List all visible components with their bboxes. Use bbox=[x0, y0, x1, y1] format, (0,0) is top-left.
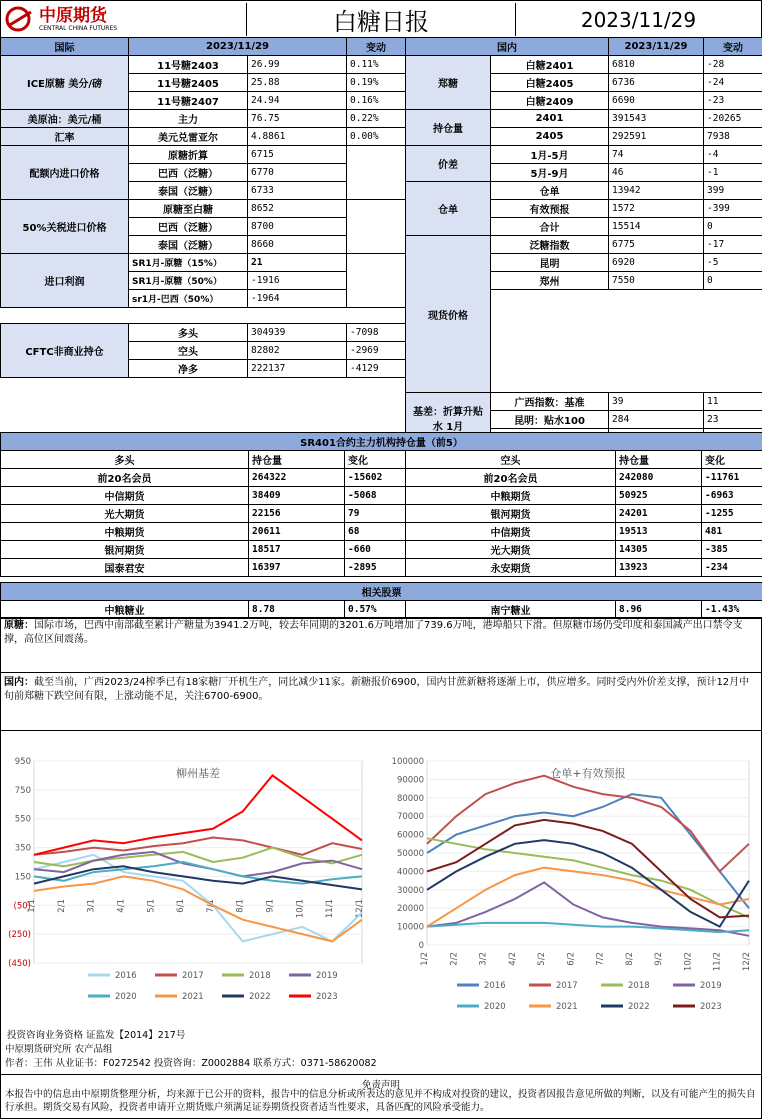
quota-name: 原糖折算 bbox=[129, 146, 248, 164]
long-head-chg: 变化 bbox=[345, 451, 406, 469]
x-tick-label: 9/1 bbox=[265, 899, 276, 913]
legend-label: 2020 bbox=[115, 992, 137, 1002]
x-tick-label: 6/2 bbox=[566, 952, 577, 966]
spread-label: 价差 bbox=[406, 146, 491, 182]
wh-chg: 399 bbox=[704, 182, 762, 200]
long-name: 光大期货 bbox=[1, 505, 249, 523]
basis-name: 广西指数：基准 bbox=[491, 393, 609, 411]
zz-chg: -28 bbox=[704, 56, 762, 74]
oil-name: 主力 bbox=[129, 110, 248, 128]
x-tick-label: 11/2 bbox=[712, 952, 723, 972]
wh-label: 仓单 bbox=[406, 182, 491, 236]
oi-label: 持仓量 bbox=[406, 110, 491, 146]
y-tick-label: 0 bbox=[418, 941, 424, 951]
tariff-name: 巴西（泛糖） bbox=[129, 218, 248, 236]
position-title: SR401合约主力机构持仓量（前5） bbox=[1, 433, 762, 451]
y-tick-label: 10000 bbox=[396, 922, 424, 933]
basis-chg: 11 bbox=[704, 393, 762, 411]
tariff-name: 原糖至白糖 bbox=[129, 200, 248, 218]
long-chg: -15602 bbox=[345, 469, 406, 487]
zz-name: 白糖2405 bbox=[491, 74, 609, 92]
series-line-2023 bbox=[34, 775, 362, 854]
short-head-value: 持仓量 bbox=[616, 451, 702, 469]
profit-value: -1916 bbox=[248, 272, 347, 290]
long-value: 16397 bbox=[249, 559, 345, 577]
legend-label: 2017 bbox=[556, 981, 578, 991]
cftc-value: 82802 bbox=[248, 342, 347, 360]
dom-comment-label: 国内： bbox=[4, 677, 34, 688]
long-value: 20611 bbox=[249, 523, 345, 541]
author-line: 作者：王伟 从业证书：F0272542 投资咨询：Z0002884 联系方式：0371-58620082 bbox=[5, 1058, 377, 1069]
basis-chg: 23 bbox=[704, 411, 762, 429]
long-value: 264322 bbox=[249, 469, 345, 487]
x-tick-label: 2/1 bbox=[56, 899, 67, 913]
spread-value: 46 bbox=[609, 164, 704, 182]
report-date: 2023/11/29 bbox=[580, 7, 697, 32]
x-tick-label: 4/1 bbox=[116, 899, 127, 913]
x-tick-label: 1/2 bbox=[420, 952, 430, 966]
x-tick-label: 8/1 bbox=[235, 899, 246, 913]
x-tick-label: 1/1 bbox=[27, 899, 37, 913]
spot-chg: -17 bbox=[704, 236, 762, 254]
legend-label: 2018 bbox=[628, 981, 650, 991]
zz-chg: -24 bbox=[704, 74, 762, 92]
long-value: 38409 bbox=[249, 487, 345, 505]
stock-name: 中粮糖业 bbox=[1, 601, 249, 619]
legend-label: 2020 bbox=[484, 1002, 506, 1012]
legend-label: 2022 bbox=[628, 1002, 650, 1012]
cftc-label: CFTC非商业持仓 bbox=[1, 324, 129, 378]
long-chg: 79 bbox=[345, 505, 406, 523]
wh-value: 15514 bbox=[609, 218, 704, 236]
legend-label: 2016 bbox=[115, 971, 137, 981]
cftc-value: 304939 bbox=[248, 324, 347, 342]
logo-subtext: CENTRAL CHINA FUTURES bbox=[39, 24, 118, 32]
legend-label: 2019 bbox=[316, 971, 338, 981]
zz-value: 6736 bbox=[609, 74, 704, 92]
stocks-table bbox=[0, 582, 762, 619]
basis-chg: 28 bbox=[704, 429, 762, 447]
x-tick-label: 5/2 bbox=[537, 952, 548, 966]
profit-value: 21 bbox=[248, 254, 347, 272]
x-tick-label: 12/1 bbox=[355, 899, 365, 919]
ice-chg: 0.16% bbox=[347, 92, 406, 110]
short-name: 永安期货 bbox=[406, 559, 616, 577]
cftc-name: 多头 bbox=[129, 324, 248, 342]
legend-label: 2023 bbox=[700, 1002, 722, 1012]
dom-head-date: 2023/11/29 bbox=[609, 38, 704, 56]
stock-name: 南宁糖业 bbox=[406, 601, 616, 619]
ice-name: 11号糖2407 bbox=[129, 92, 248, 110]
chart-title: 柳州基差 bbox=[176, 767, 220, 780]
short-name: 光大期货 bbox=[406, 541, 616, 559]
short-head-name: 空头 bbox=[406, 451, 616, 469]
oil-label: 美原油：美元/桶 bbox=[1, 110, 129, 128]
ice-value: 25.88 bbox=[248, 74, 347, 92]
basis-value: 284 bbox=[609, 411, 704, 429]
x-tick-label: 6/1 bbox=[176, 899, 187, 913]
intl-head-label: 国际 bbox=[1, 38, 129, 56]
wh-chg: -399 bbox=[704, 200, 762, 218]
spot-chg: -5 bbox=[704, 254, 762, 272]
zz-value: 6810 bbox=[609, 56, 704, 74]
basis-value: 674 bbox=[609, 429, 704, 447]
stock-chg: -1.43% bbox=[702, 601, 762, 619]
raw-comment-label: 原糖： bbox=[4, 620, 34, 631]
long-chg: -2895 bbox=[345, 559, 406, 577]
y-tick-label: 40000 bbox=[396, 867, 424, 878]
quota-value: 6715 bbox=[248, 146, 347, 164]
short-chg: -11761 bbox=[702, 469, 762, 487]
stocks-title: 相关股票 bbox=[1, 583, 762, 601]
y-tick-label: 60000 bbox=[396, 830, 424, 841]
spread-chg: -1 bbox=[704, 164, 762, 182]
short-head-chg: 变化 bbox=[702, 451, 762, 469]
x-tick-label: 7/2 bbox=[595, 952, 606, 966]
y-tick-label: 750 bbox=[14, 785, 31, 796]
cftc-chg: -4129 bbox=[347, 360, 406, 378]
wh-name: 仓单 bbox=[491, 182, 609, 200]
short-name: 中粮期货 bbox=[406, 487, 616, 505]
short-chg: 481 bbox=[702, 523, 762, 541]
short-name: 银河期货 bbox=[406, 505, 616, 523]
domestic-comment bbox=[0, 673, 762, 731]
x-tick-label: 9/2 bbox=[654, 952, 665, 966]
long-chg: 68 bbox=[345, 523, 406, 541]
short-value: 50925 bbox=[616, 487, 702, 505]
spot-value: 7550 bbox=[609, 272, 704, 290]
institute-line: 中原期货研究所 农产品组 bbox=[5, 1044, 113, 1055]
spot-name: 郑州 bbox=[491, 272, 609, 290]
quota-label: 配额内进口价格 bbox=[1, 146, 129, 200]
y-tick-label: 90000 bbox=[396, 775, 424, 786]
position-table bbox=[0, 432, 762, 577]
basis-name: 昆明：贴水100 bbox=[491, 411, 609, 429]
spot-chg: 0 bbox=[704, 272, 762, 290]
long-name: 中信期货 bbox=[1, 487, 249, 505]
spot-label: 现货价格 bbox=[406, 236, 491, 393]
short-chg: -6963 bbox=[702, 487, 762, 505]
y-tick-label: 550 bbox=[14, 814, 31, 825]
wh-value: 1572 bbox=[609, 200, 704, 218]
y-tick-label: 950 bbox=[14, 757, 31, 767]
tariff-value: 8660 bbox=[248, 236, 347, 254]
y-tick-label: 100000 bbox=[391, 757, 424, 767]
quota-value: 6770 bbox=[248, 164, 347, 182]
chart-title: 仓单+有效预报 bbox=[550, 767, 626, 780]
short-chg: -385 bbox=[702, 541, 762, 559]
y-tick-label: 150 bbox=[14, 872, 31, 883]
position-row bbox=[1, 541, 762, 559]
ice-chg: 0.11% bbox=[347, 56, 406, 74]
y-tick-label: 50000 bbox=[396, 849, 424, 859]
ice-chg: 0.19% bbox=[347, 74, 406, 92]
legend-label: 2021 bbox=[182, 992, 204, 1002]
spot-value: 6920 bbox=[609, 254, 704, 272]
x-tick-label: 11/1 bbox=[325, 899, 336, 919]
logo-text: 中原期货 bbox=[39, 5, 107, 26]
oi-name: 2405 bbox=[491, 128, 609, 146]
intl-head-chg: 变动 bbox=[347, 38, 406, 56]
series-line-2017 bbox=[34, 838, 362, 855]
short-value: 19513 bbox=[616, 523, 702, 541]
position-row bbox=[1, 469, 762, 487]
page-title: 白糖日报 bbox=[246, 3, 516, 36]
stock-value: 8.96 bbox=[616, 601, 702, 619]
logo bbox=[5, 4, 155, 34]
y-tick-label: (250) bbox=[8, 930, 31, 941]
stock-chg: 0.57% bbox=[345, 601, 406, 619]
legend-label: 2016 bbox=[484, 981, 506, 991]
short-value: 13923 bbox=[616, 559, 702, 577]
fx-name: 美元兑雷亚尔 bbox=[129, 128, 248, 146]
zz-chg: -23 bbox=[704, 92, 762, 110]
spread-value: 74 bbox=[609, 146, 704, 164]
quota-name: 泰国（泛糖） bbox=[129, 182, 248, 200]
x-tick-label: 4/2 bbox=[507, 952, 518, 966]
x-tick-label: 2/2 bbox=[449, 952, 460, 966]
long-name: 国泰君安 bbox=[1, 559, 249, 577]
cftc-chg: -7098 bbox=[347, 324, 406, 342]
tariff-label: 50%关税进口价格 bbox=[1, 200, 129, 254]
legend-label: 2019 bbox=[700, 981, 722, 991]
long-name: 中粮期货 bbox=[1, 523, 249, 541]
wh-value: 13942 bbox=[609, 182, 704, 200]
short-name: 中信期货 bbox=[406, 523, 616, 541]
short-value: 14305 bbox=[616, 541, 702, 559]
long-head-value: 持仓量 bbox=[249, 451, 345, 469]
fx-value: 4.8861 bbox=[248, 128, 347, 146]
tariff-name: 泰国（泛糖） bbox=[129, 236, 248, 254]
basis-chart bbox=[2, 745, 370, 1020]
dom-head-label: 国内 bbox=[406, 38, 609, 56]
long-head-name: 多头 bbox=[1, 451, 249, 469]
y-tick-label: 70000 bbox=[396, 812, 424, 823]
legend-label: 2021 bbox=[556, 1002, 578, 1012]
profit-value: -1964 bbox=[248, 290, 347, 308]
stock-value: 8.78 bbox=[249, 601, 345, 619]
spread-name: 1月-5月 bbox=[491, 146, 609, 164]
logo-mark-icon bbox=[5, 6, 35, 32]
cftc-chg: -2969 bbox=[347, 342, 406, 360]
x-tick-label: 10/2 bbox=[683, 952, 694, 972]
tariff-value: 8700 bbox=[248, 218, 347, 236]
x-tick-label: 5/1 bbox=[146, 899, 157, 913]
oi-name: 2401 bbox=[491, 110, 609, 128]
spot-name: 泛糖指数 bbox=[491, 236, 609, 254]
x-tick-label: 10/1 bbox=[295, 899, 306, 919]
position-row bbox=[1, 523, 762, 541]
legend-label: 2022 bbox=[249, 992, 271, 1002]
position-row bbox=[1, 505, 762, 523]
ice-name: 11号糖2403 bbox=[129, 56, 248, 74]
ice-name: 11号糖2405 bbox=[129, 74, 248, 92]
y-tick-label: (450) bbox=[8, 959, 31, 969]
oi-value: 391543 bbox=[609, 110, 704, 128]
cftc-value: 222137 bbox=[248, 360, 347, 378]
wh-chg: 0 bbox=[704, 218, 762, 236]
spot-value: 6775 bbox=[609, 236, 704, 254]
profit-name: SR1月-原糖（15%） bbox=[129, 254, 248, 272]
long-value: 22156 bbox=[249, 505, 345, 523]
legend-label: 2017 bbox=[182, 971, 204, 981]
raw-sugar-comment bbox=[0, 617, 762, 673]
y-tick-label: 20000 bbox=[396, 904, 424, 915]
short-value: 242080 bbox=[616, 469, 702, 487]
basis-name: 郑州：升水140 bbox=[491, 429, 609, 447]
ice-label: ICE原糖 美分/磅 bbox=[1, 56, 129, 110]
short-name: 前20名会员 bbox=[406, 469, 616, 487]
legend-label: 2023 bbox=[316, 992, 338, 1002]
spread-name: 5月-9月 bbox=[491, 164, 609, 182]
oi-value: 292591 bbox=[609, 128, 704, 146]
raw-comment-text: 国际市场，巴西中南部截至累计产糖量为3941.2万吨，较去年同期的3201.6万吨增加了739.6万吨，港埠船只下滑。但原糖市场仍受印度和泰国减产出口禁令支撑，高位区间震荡。 bbox=[4, 620, 743, 645]
wh-name: 有效预报 bbox=[491, 200, 609, 218]
oil-chg: 0.22% bbox=[347, 110, 406, 128]
disclaimer-title: 免责声明 bbox=[1, 1074, 761, 1091]
fx-label: 汇率 bbox=[1, 128, 129, 146]
long-name: 前20名会员 bbox=[1, 469, 249, 487]
footer bbox=[0, 1021, 762, 1119]
quota-name: 巴西（泛糖） bbox=[129, 164, 248, 182]
cftc-name: 净多 bbox=[129, 360, 248, 378]
intl-head-date: 2023/11/29 bbox=[129, 38, 347, 56]
long-chg: -660 bbox=[345, 541, 406, 559]
short-chg: -1255 bbox=[702, 505, 762, 523]
tariff-value: 8652 bbox=[248, 200, 347, 218]
zz-name: 白糖2409 bbox=[491, 92, 609, 110]
profit-label: 进口利润 bbox=[1, 254, 129, 308]
long-value: 18517 bbox=[249, 541, 345, 559]
intl-table bbox=[0, 37, 406, 378]
zz-label: 郑糖 bbox=[406, 56, 491, 110]
spot-name: 昆明 bbox=[491, 254, 609, 272]
profit-name: SR1月-原糖（50%） bbox=[129, 272, 248, 290]
series-line-2019 bbox=[427, 882, 749, 935]
basis-label: 基差：折算升贴水 1月 bbox=[406, 393, 491, 447]
x-tick-label: 8/2 bbox=[624, 952, 635, 966]
x-tick-label: 3/2 bbox=[478, 952, 489, 966]
oi-chg: 7938 bbox=[704, 128, 762, 146]
basis-value: 39 bbox=[609, 393, 704, 411]
zz-name: 白糖2401 bbox=[491, 56, 609, 74]
position-row bbox=[1, 559, 762, 577]
oil-value: 76.75 bbox=[248, 110, 347, 128]
position-row bbox=[1, 487, 762, 505]
quota-value: 6733 bbox=[248, 182, 347, 200]
profit-name: sr1月-巴西（50%） bbox=[129, 290, 248, 308]
dom-comment-text: 截至当前，广西2023/24榨季已有18家糖厂开机生产，同比减少11家。新糖报价6900，国内甘蔗新糖将逐渐上市，供应增多。同时受内外价差支撑，预计12月中旬前郑糖下跌空间有限，上涨动能不足，关注6700-6900。 bbox=[4, 677, 750, 702]
long-name: 银河期货 bbox=[1, 541, 249, 559]
wh-name: 合计 bbox=[491, 218, 609, 236]
legend-label: 2018 bbox=[249, 971, 271, 981]
x-tick-label: 3/1 bbox=[86, 899, 97, 913]
header-bar bbox=[0, 0, 762, 37]
warehouse-chart bbox=[385, 745, 757, 1020]
short-chg: -234 bbox=[702, 559, 762, 577]
x-tick-label: 12/2 bbox=[742, 952, 752, 972]
y-tick-label: 80000 bbox=[396, 793, 424, 804]
cftc-name: 空头 bbox=[129, 342, 248, 360]
short-value: 24201 bbox=[616, 505, 702, 523]
fx-chg: 0.00% bbox=[347, 128, 406, 146]
disclaimer-text: 本报告中的信息由中原期货整理分析，均来源于已公开的资料，报告中的信息分析或所表达的意见并不构成对投资的建议，投资者因报告意见所做的判断，以及有可能产生的损失自行承担。期货交易有风险，投资者申请开立期货账户须满足证券期货投资者适当性要求，具备匹配的风险承受能力。 bbox=[5, 1089, 756, 1113]
dom-head-chg: 变动 bbox=[704, 38, 762, 56]
dom-table bbox=[405, 37, 762, 447]
y-tick-label: 30000 bbox=[396, 885, 424, 896]
x-tick-label: 7/1 bbox=[205, 899, 216, 913]
y-tick-label: 350 bbox=[14, 843, 31, 854]
ice-value: 26.99 bbox=[248, 56, 347, 74]
oi-chg: -20265 bbox=[704, 110, 762, 128]
series-line-2020 bbox=[427, 923, 749, 932]
ice-value: 24.94 bbox=[248, 92, 347, 110]
qualification-line: 投资咨询业务资格 证监发【2014】217号 bbox=[7, 1030, 186, 1041]
series-line-2017 bbox=[427, 776, 749, 872]
long-chg: -5068 bbox=[345, 487, 406, 505]
zz-value: 6690 bbox=[609, 92, 704, 110]
y-tick-label: (50) bbox=[13, 901, 31, 912]
series-line-2022 bbox=[34, 866, 362, 889]
spread-chg: -4 bbox=[704, 146, 762, 164]
